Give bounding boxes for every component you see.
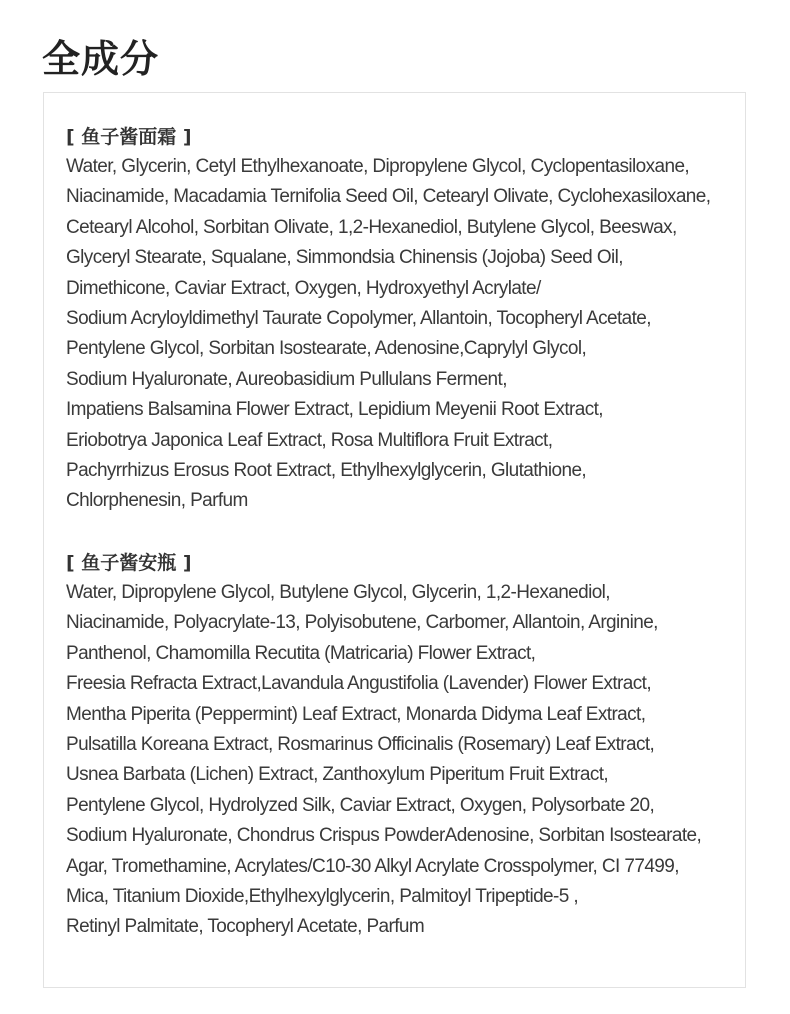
ingredient-line: Dimethicone, Caviar Extract, Oxygen, Hydroxyethyl Acrylate/ (66, 277, 541, 299)
ingredient-line: Pentylene Glycol, Sorbitan Isostearate, Adenosine,Caprylyl Glycol, (66, 338, 587, 360)
ingredient-line: Pachyrrhizus Erosus Root Extract, Ethylhexylglycerin, Glutathione, (66, 459, 587, 481)
ingredient-line: Pulsatilla Koreana Extract, Rosmarinus Officinalis (Rosemary) Leaf Extract, (66, 733, 655, 755)
ingredient-line: Impatiens Balsamina Flower Extract, Lepidium Meyenii Root Extract, (66, 399, 603, 421)
ingredient-line: Mentha Piperita (Peppermint) Leaf Extract, Monarda Didyma Leaf Extract, (66, 703, 646, 725)
section-heading: [ 鱼子酱面霜 ] (66, 126, 192, 148)
ingredient-list (66, 578, 738, 943)
ingredient-line: Freesia Refracta Extract,Lavandula Angustifolia (Lavender) Flower Extract, (66, 673, 652, 695)
ingredient-line: Usnea Barbata (Lichen) Extract, Zanthoxylum Piperitum Fruit Extract, (66, 764, 609, 786)
ingredient-line: Panthenol, Chamomilla Recutita (Matricaria) Flower Extract, (66, 642, 536, 664)
ingredient-line: Chlorphenesin, Parfum (66, 490, 248, 512)
ingredient-line: Pentylene Glycol, Hydrolyzed Silk, Caviar Extract, Oxygen, Polysorbate 20, (66, 794, 655, 816)
ingredient-line: Water, Glycerin, Cetyl Ethylhexanoate, Dipropylene Glycol, Cyclopentasiloxane, (66, 156, 690, 177)
ingredient-line: Water, Dipropylene Glycol, Butylene Glycol, Glycerin, 1,2-Hexanediol, (66, 582, 610, 603)
ingredient-line: Eriobotrya Japonica Leaf Extract, Rosa Multiflora Fruit Extract, (66, 429, 553, 451)
ingredients-panel (43, 92, 746, 988)
ingredient-line: Cetearyl Alcohol, Sorbitan Olivate, 1,2-Hexanediol, Butylene Glycol, Beeswax, (66, 216, 677, 238)
ingredient-line: Niacinamide, Macadamia Ternifolia Seed Oil, Cetearyl Olivate, Cyclohexasiloxane, (66, 186, 711, 208)
ingredient-line: Sodium Acryloyldimethyl Taurate Copolymer, Allantoin, Tocopheryl Acetate, (66, 307, 651, 329)
ingredient-line: Sodium Hyaluronate, Aureobasidium Pullulans Ferment, (66, 368, 507, 390)
page-title: 全成分 (42, 37, 160, 81)
ingredient-section-caviar-ampoule (66, 548, 738, 943)
ingredient-line: Retinyl Palmitate, Tocopheryl Acetate, Parfum (66, 916, 425, 938)
ingredient-line: Niacinamide, Polyacrylate-13, Polyisobutene, Carbomer, Allantoin, Arginine, (66, 612, 658, 634)
section-heading: [ 鱼子酱安瓶 ] (66, 552, 192, 574)
ingredient-section-caviar-cream (66, 122, 738, 517)
ingredient-line: Glyceryl Stearate, Squalane, Simmondsia Chinensis (Jojoba) Seed Oil, (66, 247, 623, 269)
ingredient-line: Agar, Tromethamine, Acrylates/C10-30 Alkyl Acrylate Crosspolymer, CI 77499, (66, 855, 679, 877)
ingredient-line: Sodium Hyaluronate, Chondrus Crispus PowderAdenosine, Sorbitan Isostearate, (66, 825, 702, 847)
ingredient-list (66, 152, 738, 517)
ingredient-line: Mica, Titanium Dioxide,Ethylhexylglycerin, Palmitoyl Tripeptide-5 , (66, 885, 579, 907)
